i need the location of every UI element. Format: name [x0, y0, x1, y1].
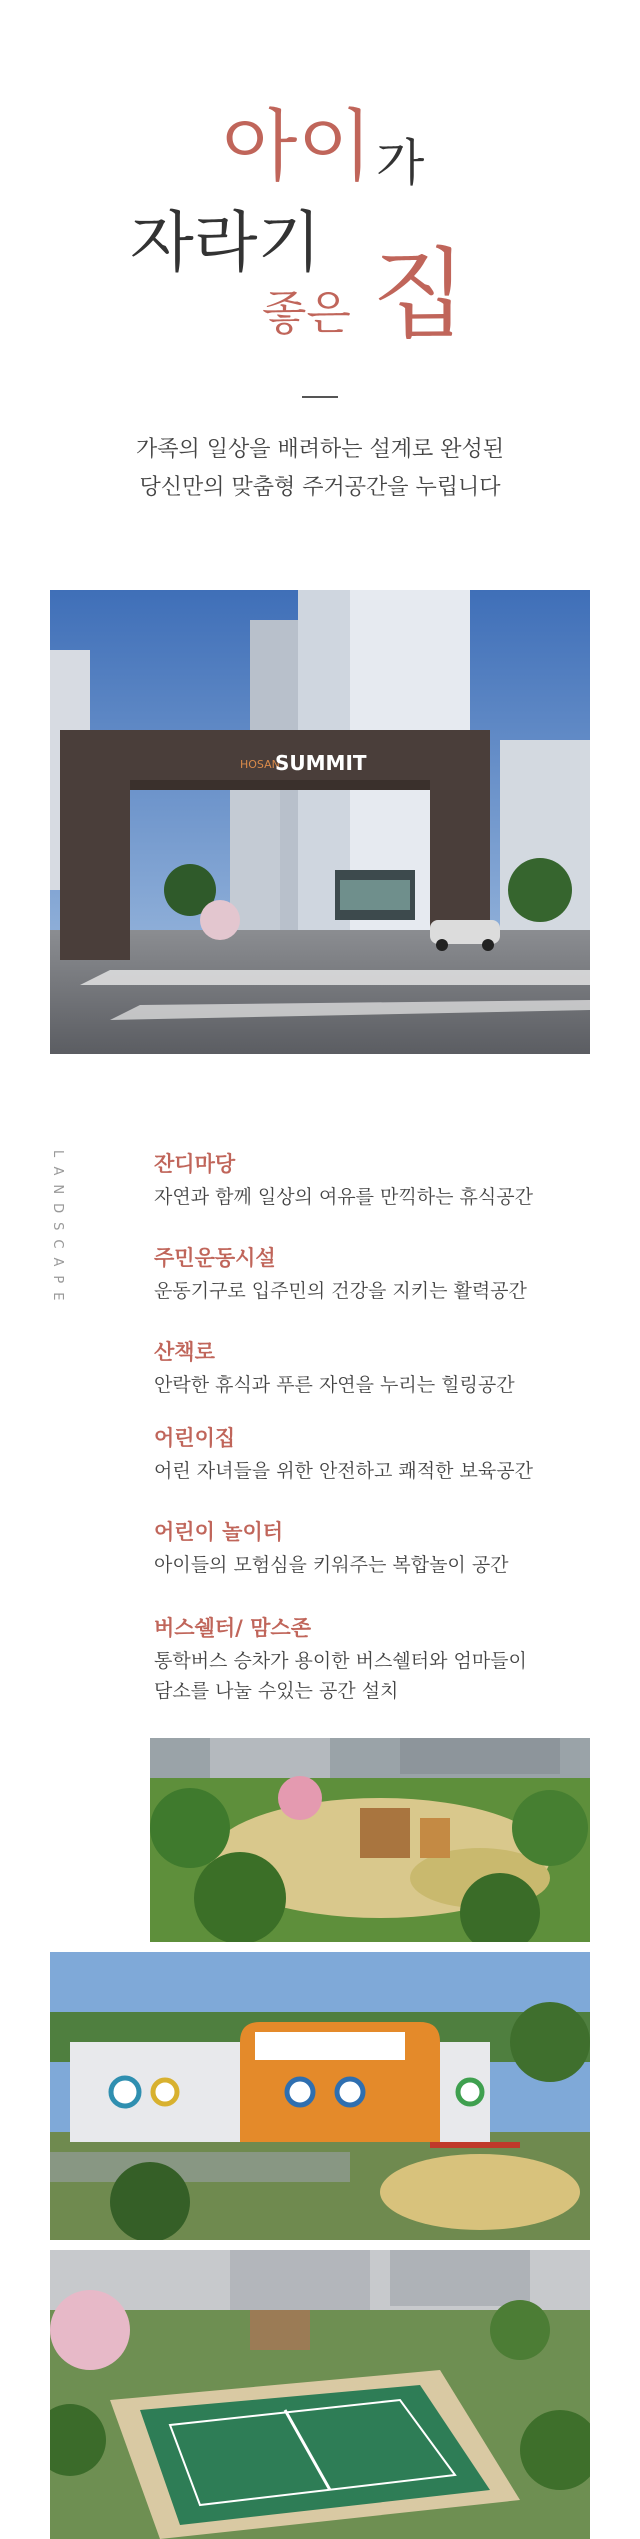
feature-desc-bus-shelter-1: 통학버스 승차가 용이한 버스쉘터와 엄마들이 [154, 1650, 527, 1672]
headline-line-2: 자라기 [130, 204, 322, 281]
feature-desc-trail: 안락한 휴식과 푸른 자연을 누리는 힐링공간 [154, 1374, 515, 1396]
subtitle-line-2: 당신만의 맞춤형 주거공간을 누립니다 [139, 475, 501, 500]
playground-photo [150, 1738, 590, 1942]
feature-desc-bus-shelter-2: 담소를 나눌 수있는 공간 설치 [154, 1680, 399, 1702]
feature-title-lawn: 잔디마당 [154, 1152, 236, 1176]
headline-accent-3: 집 [372, 238, 467, 352]
feature-desc-playground: 아이들의 모험심을 키워주는 복합놀이 공간 [154, 1554, 509, 1576]
feature-title-bus-shelter: 버스쉘터/ 맘스존 [154, 1616, 311, 1640]
feature-title-fitness: 주민운동시설 [154, 1246, 276, 1270]
divider [302, 396, 338, 398]
feature-title-trail: 산책로 [154, 1340, 215, 1364]
gate-photo [50, 590, 590, 1054]
gate-sign: SUMMIT [275, 751, 367, 775]
feature-desc-fitness: 운동기구로 입주민의 건강을 지키는 활력공간 [154, 1280, 527, 1302]
headline-accent-1: 아이 [222, 102, 373, 192]
gate-sign-small: HOSAN [240, 758, 280, 771]
headline-small-3: 좋은 [262, 286, 351, 340]
subtitle-line-1: 가족의 일상을 배려하는 설계로 완성된 [135, 437, 504, 462]
feature-title-playground: 어린이 놀이터 [154, 1520, 284, 1544]
daycare-photo [50, 1952, 590, 2240]
feature-title-daycare: 어린이집 [154, 1426, 236, 1450]
headline-suffix-1: 가 [376, 134, 425, 192]
tennis-court-photo [50, 2250, 590, 2539]
feature-desc-daycare: 어린 자녀들을 위한 안전하고 쾌적한 보육공간 [154, 1460, 533, 1482]
landscape-vertical-label: LANDSCAPE [50, 1150, 65, 1310]
feature-desc-lawn: 자연과 함께 일상의 여유를 만끽하는 휴식공간 [154, 1186, 533, 1208]
